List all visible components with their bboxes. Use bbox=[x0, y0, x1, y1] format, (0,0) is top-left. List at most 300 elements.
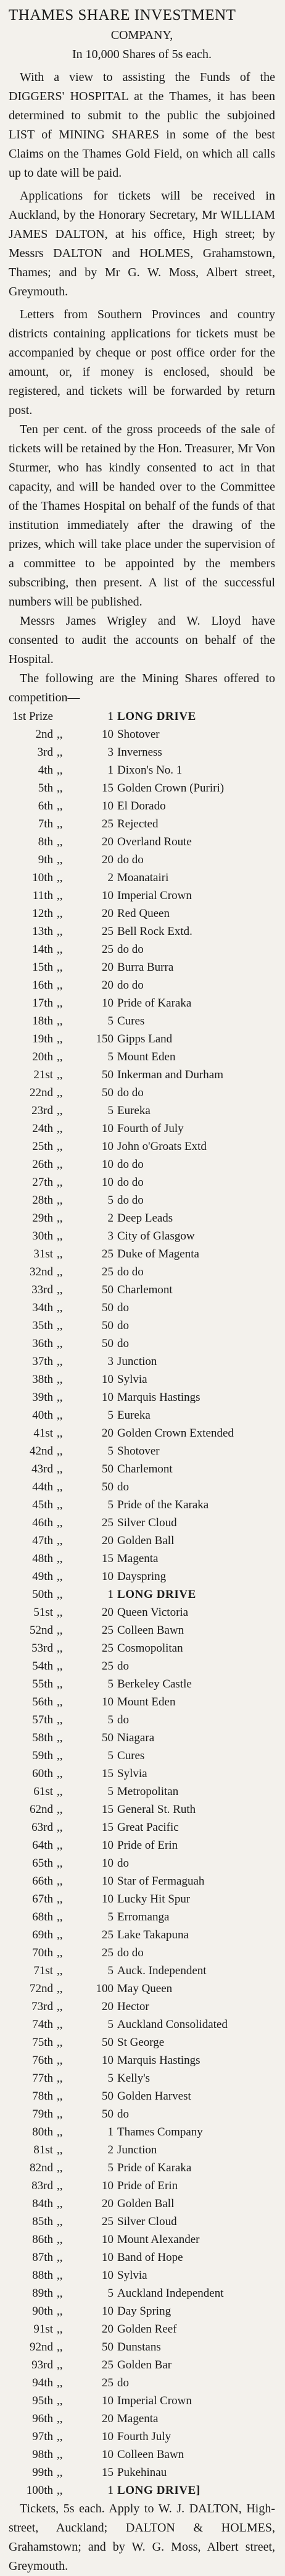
prize-claim-name: Charlemont bbox=[117, 1463, 173, 1476]
prize-claim-name: Golden Harvest bbox=[117, 2090, 191, 2103]
prize-place: 40th bbox=[32, 1409, 53, 1422]
prize-claim-name: Junction bbox=[117, 1355, 157, 1368]
prize-share-count: 2 bbox=[107, 871, 114, 884]
prize-claim-name: Imperial Crown bbox=[117, 2394, 192, 2407]
prize-place: 53rd bbox=[31, 1642, 53, 1655]
prize-row bbox=[9, 1980, 275, 1998]
prize-ditto-mark: ,, bbox=[57, 2108, 63, 2121]
prize-place: 80th bbox=[32, 2126, 53, 2139]
prize-place: 56th bbox=[32, 1696, 53, 1708]
prize-claim-name: Rejected bbox=[117, 817, 159, 830]
prize-share-count: 25 bbox=[102, 1248, 114, 1261]
prize-row bbox=[9, 2320, 275, 2338]
prize-claim-name: Magenta bbox=[117, 2412, 159, 2425]
prize-place: 50th bbox=[32, 1588, 53, 1601]
prize-claim-name: Pukehinau bbox=[117, 2466, 167, 2479]
prize-claim-name: Mount Eden bbox=[117, 1696, 176, 1708]
prize-ditto-mark: ,, bbox=[57, 1624, 63, 1637]
prize-row bbox=[9, 1586, 275, 1603]
prize-row bbox=[9, 1908, 275, 1926]
prize-claim-name: Kelly's bbox=[117, 2072, 151, 2085]
prize-row bbox=[9, 1568, 275, 1586]
prize-ditto-mark: ,, bbox=[57, 1606, 63, 1619]
prize-row bbox=[9, 2123, 275, 2141]
prize-row bbox=[9, 2213, 275, 2231]
prize-row bbox=[9, 1263, 275, 1281]
prize-row bbox=[9, 1084, 275, 1102]
prize-place: 73rd bbox=[31, 2000, 53, 2013]
prize-row bbox=[9, 1926, 275, 1944]
prize-claim-name: do bbox=[117, 1301, 129, 1314]
prize-row bbox=[9, 2105, 275, 2123]
prize-ditto-mark: ,, bbox=[57, 2341, 63, 2354]
prize-row bbox=[9, 1424, 275, 1442]
prize-ditto-mark: ,, bbox=[57, 1445, 63, 1458]
prize-claim-name: Burra Burra bbox=[117, 961, 174, 974]
prize-row bbox=[9, 1120, 275, 1138]
prize-row bbox=[9, 2249, 275, 2266]
prize-ditto-mark: ,, bbox=[57, 817, 63, 830]
prize-ditto-mark: ,, bbox=[57, 2484, 63, 2497]
prize-row bbox=[9, 1370, 275, 1388]
prize-claim-name: Sylvia bbox=[117, 1767, 147, 1780]
prize-ditto-mark: ,, bbox=[57, 1140, 63, 1153]
prize-claim-name: Metropolitan bbox=[117, 1785, 179, 1798]
prize-share-count: 25 bbox=[102, 943, 114, 956]
paragraph-purpose: With a view to assisting the Funds of the DIGGERS' HOSPITAL at the Thames, it has been determined to submit to the public the subjoined LIST of MINING SHARES in some of the best Claims on the Thames Gold Field, on which all calls up to date will be paid. bbox=[9, 70, 275, 180]
prize-place: 89th bbox=[32, 2287, 53, 2300]
prize-ditto-mark: ,, bbox=[57, 925, 63, 938]
prize-share-count: 10 bbox=[102, 1570, 114, 1583]
prize-claim-name: Auckland Consolidated bbox=[117, 2018, 228, 2031]
prize-share-count: 5 bbox=[107, 1445, 114, 1458]
prize-claim-name: Shotover bbox=[117, 728, 160, 741]
prize-row bbox=[9, 1657, 275, 1675]
prize-claim-name: Golden Reef bbox=[117, 2323, 177, 2336]
prize-place: 52nd bbox=[30, 1624, 53, 1637]
prize-ditto-mark: ,, bbox=[57, 871, 63, 884]
prize-share-count: 20 bbox=[102, 1606, 114, 1619]
prize-ditto-mark: ,, bbox=[57, 1391, 63, 1404]
prize-row bbox=[9, 1532, 275, 1550]
prize-claim-name: Imperial Crown bbox=[117, 889, 192, 902]
prize-share-count: 10 bbox=[102, 1373, 114, 1386]
prize-claim-name: Overland Route bbox=[117, 835, 192, 848]
prize-share-count: 50 bbox=[102, 1301, 114, 1314]
prize-share-count: 50 bbox=[102, 1283, 114, 1296]
prize-share-count: 50 bbox=[102, 1337, 114, 1350]
prize-ditto-mark: ,, bbox=[57, 1803, 63, 1816]
prize-share-count: 10 bbox=[102, 1839, 114, 1852]
prize-share-count: 25 bbox=[102, 925, 114, 938]
prize-share-count: 50 bbox=[102, 2036, 114, 2049]
prize-row bbox=[9, 2392, 275, 2410]
prize-claim-name: Niagara bbox=[117, 1731, 155, 1744]
prize-claim-name: General St. Ruth bbox=[117, 1803, 196, 1816]
prize-claim-name: Queen Victoria bbox=[117, 1606, 189, 1619]
prize-place: 75th bbox=[32, 2036, 53, 2049]
prize-ditto-mark: ,, bbox=[57, 1122, 63, 1135]
prize-place: 4th bbox=[38, 764, 53, 777]
prize-ditto-mark: ,, bbox=[57, 1875, 63, 1888]
prize-share-count: 10 bbox=[102, 2430, 114, 2443]
prize-share-count: 50 bbox=[102, 1319, 114, 1332]
prize-row bbox=[9, 1514, 275, 1532]
prize-claim-name: do do bbox=[117, 1158, 144, 1171]
prize-share-count: 20 bbox=[102, 1427, 114, 1440]
prize-row bbox=[9, 815, 275, 833]
prize-place: 42nd bbox=[30, 1445, 53, 1458]
prize-claim-name: Dixon's No. 1 bbox=[117, 764, 183, 777]
ad-title-company-name: THAMES SHARE INVESTMENT bbox=[9, 7, 236, 23]
prize-share-count: 5 bbox=[107, 1678, 114, 1691]
prize-share-count: 50 bbox=[102, 1086, 114, 1099]
prize-place: 55th bbox=[32, 1678, 53, 1691]
paragraph-shares-intro: The following are the Mining Shares offered to competition— bbox=[9, 672, 275, 704]
paragraph-auditors: Messrs James Wrigley and W. Lloyd have consented to audit the accounts on behalf of the Hospital. bbox=[9, 614, 275, 666]
prize-ditto-mark: ,, bbox=[57, 2054, 63, 2067]
prize-place: 8th bbox=[38, 835, 53, 848]
prize-claim-name: Auckland Independent bbox=[117, 2287, 224, 2300]
prize-row bbox=[9, 1998, 275, 2016]
prize-ditto-mark: ,, bbox=[57, 853, 63, 866]
prize-claim-name: Gipps Land bbox=[117, 1033, 173, 1045]
prize-share-count: 20 bbox=[102, 2323, 114, 2336]
prize-place: 28th bbox=[32, 1194, 53, 1207]
prize-place: 68th bbox=[32, 1911, 53, 1924]
prize-share-count: 15 bbox=[102, 1821, 114, 1834]
prize-share-count: 25 bbox=[102, 817, 114, 830]
prize-row bbox=[9, 833, 275, 851]
prize-ditto-mark: ,, bbox=[57, 1767, 63, 1780]
prize-place: 82nd bbox=[30, 2161, 53, 2174]
prize-place: 81st bbox=[33, 2143, 53, 2156]
prize-place: 15th bbox=[32, 961, 53, 974]
prize-ditto-mark: ,, bbox=[57, 1015, 63, 1028]
prize-row bbox=[9, 1711, 275, 1729]
prize-ditto-mark: ,, bbox=[57, 2376, 63, 2389]
prize-share-count: 10 bbox=[102, 1140, 114, 1153]
prize-place: 27th bbox=[32, 1176, 53, 1189]
prize-share-count: 2 bbox=[107, 1212, 114, 1225]
prize-row bbox=[9, 2302, 275, 2320]
prize-share-count: 50 bbox=[102, 1731, 114, 1744]
prize-claim-name: Cosmopolitan bbox=[117, 1642, 183, 1655]
prize-row bbox=[9, 905, 275, 923]
prize-place: 61st bbox=[33, 1785, 53, 1798]
prize-ditto-mark: ,, bbox=[57, 1301, 63, 1314]
prize-claim-name: John o'Groats Extd bbox=[117, 1140, 207, 1153]
prize-claim-name: Moanatairi bbox=[117, 871, 169, 884]
prize-claim-name: do do bbox=[117, 853, 144, 866]
prize-share-count: 15 bbox=[102, 1803, 114, 1816]
prize-ditto-mark: ,, bbox=[57, 979, 63, 992]
prize-share-count: 5 bbox=[107, 1194, 114, 1207]
prize-claim-name: May Queen bbox=[117, 1982, 173, 1995]
prize-claim-name: LONG DRIVE bbox=[117, 1588, 196, 1601]
prize-claim-name: Eureka bbox=[117, 1409, 151, 1422]
prize-share-count: 1 bbox=[107, 1588, 114, 1601]
prize-row bbox=[9, 1066, 275, 1084]
prize-claim-name: Shotover bbox=[117, 1445, 160, 1458]
prize-share-count: 5 bbox=[107, 1050, 114, 1063]
prize-share-count: 5 bbox=[107, 1713, 114, 1726]
prize-place: 86th bbox=[32, 2233, 53, 2246]
prize-place: 99th bbox=[32, 2466, 53, 2479]
prize-place: 74th bbox=[32, 2018, 53, 2031]
prize-share-count: 10 bbox=[102, 2305, 114, 2318]
prize-row bbox=[9, 2159, 275, 2177]
prize-share-count: 25 bbox=[102, 1624, 114, 1637]
prize-claim-name: Eureka bbox=[117, 1104, 151, 1117]
prize-ditto-mark: ,, bbox=[57, 764, 63, 777]
prize-share-count: 10 bbox=[102, 728, 114, 741]
prize-place: 79th bbox=[32, 2108, 53, 2121]
prize-share-count: 25 bbox=[102, 1265, 114, 1278]
prize-ditto-mark: ,, bbox=[57, 1104, 63, 1117]
prize-share-count: 25 bbox=[102, 1660, 114, 1673]
prize-share-count: 25 bbox=[102, 1516, 114, 1529]
prize-place: 93rd bbox=[31, 2359, 53, 2371]
prize-claim-name: Dayspring bbox=[117, 1570, 167, 1583]
prize-place: 67th bbox=[32, 1893, 53, 1906]
prize-claim-name: Mount Eden bbox=[117, 1050, 176, 1063]
prize-row bbox=[9, 2356, 275, 2374]
prize-place: 88th bbox=[32, 2269, 53, 2282]
prize-row bbox=[9, 1496, 275, 1514]
prize-share-count: 50 bbox=[102, 2341, 114, 2354]
prize-row bbox=[9, 2177, 275, 2195]
prize-ditto-mark: ,, bbox=[57, 2179, 63, 2192]
prize-claim-name: Star of Fermaguah bbox=[117, 1875, 205, 1888]
prize-ditto-mark: ,, bbox=[57, 1212, 63, 1225]
prize-claim-name: Pride of the Karaka bbox=[117, 1498, 209, 1511]
prize-row bbox=[9, 2069, 275, 2087]
prize-ditto-mark: ,, bbox=[57, 1337, 63, 1350]
prize-share-count: 5 bbox=[107, 1785, 114, 1798]
prize-claim-name: Silver Cloud bbox=[117, 1516, 177, 1529]
prize-place: 24th bbox=[32, 1122, 53, 1135]
prize-place: 3rd bbox=[37, 746, 53, 759]
prize-row bbox=[9, 2141, 275, 2159]
prize-row bbox=[9, 2410, 275, 2428]
prize-ditto-mark: ,, bbox=[57, 835, 63, 848]
prize-row bbox=[9, 1442, 275, 1460]
prize-claim-name: Golden Crown Extended bbox=[117, 1427, 234, 1440]
prize-row bbox=[9, 1353, 275, 1370]
prize-ditto-mark: ,, bbox=[57, 1409, 63, 1422]
prize-place: 31st bbox=[33, 1248, 53, 1261]
prize-share-count: 10 bbox=[102, 1696, 114, 1708]
prize-place: 19th bbox=[32, 1033, 53, 1045]
prize-claim-name: El Dorado bbox=[117, 800, 166, 813]
prize-claim-name: Colleen Bawn bbox=[117, 2448, 184, 2461]
prize-place: 63rd bbox=[31, 1821, 53, 1834]
prize-place: 94th bbox=[32, 2376, 53, 2389]
prize-place: 37th bbox=[32, 1355, 53, 1368]
prize-ditto-mark: ,, bbox=[57, 1319, 63, 1332]
prize-ditto-mark: ,, bbox=[57, 2394, 63, 2407]
prize-share-count: 25 bbox=[102, 1642, 114, 1655]
prize-place: 9th bbox=[38, 853, 53, 866]
prize-place: 98th bbox=[32, 2448, 53, 2461]
prize-claim-name: Hector bbox=[117, 2000, 149, 2013]
prize-claim-name: Pride of Karaka bbox=[117, 2161, 192, 2174]
prize-ditto-mark: ,, bbox=[57, 2287, 63, 2300]
prize-claim-name: LONG DRIVE bbox=[117, 710, 196, 723]
prize-share-count: 10 bbox=[102, 1875, 114, 1888]
prize-claim-name: Pride of Erin bbox=[117, 2179, 178, 2192]
prize-row bbox=[9, 1962, 275, 1980]
prize-row bbox=[9, 1818, 275, 1836]
prize-row bbox=[9, 1281, 275, 1299]
prize-row bbox=[9, 779, 275, 797]
prize-row bbox=[9, 1012, 275, 1030]
prize-place: 25th bbox=[32, 1140, 53, 1153]
prize-row bbox=[9, 1801, 275, 1818]
prize-row bbox=[9, 2374, 275, 2392]
prize-claim-name: Pride of Karaka bbox=[117, 997, 192, 1010]
prize-place: 34th bbox=[32, 1301, 53, 1314]
prize-claim-name: do bbox=[117, 1857, 129, 1870]
prize-ditto-mark: ,, bbox=[57, 1928, 63, 1941]
prize-ditto-mark: ,, bbox=[57, 997, 63, 1010]
prize-share-count: 3 bbox=[107, 1355, 114, 1368]
prize-place: 13th bbox=[32, 925, 53, 938]
prize-row bbox=[9, 1048, 275, 1066]
prize-place: 95th bbox=[32, 2394, 53, 2407]
prize-ditto-mark: ,, bbox=[57, 746, 63, 759]
prize-row bbox=[9, 1693, 275, 1711]
prize-place: 16th bbox=[32, 979, 53, 992]
prize-ditto-mark: ,, bbox=[57, 961, 63, 974]
prize-ditto-mark: ,, bbox=[57, 800, 63, 813]
prize-ditto-mark: ,, bbox=[57, 1749, 63, 1762]
prize-share-count: 1 bbox=[107, 2126, 114, 2139]
prize-ditto-mark: ,, bbox=[57, 2126, 63, 2139]
prize-claim-name: Mount Alexander bbox=[117, 2233, 200, 2246]
prize-share-count: 5 bbox=[107, 2161, 114, 2174]
prize-ditto-mark: ,, bbox=[57, 2269, 63, 2282]
prize-share-count: 20 bbox=[102, 2000, 114, 2013]
prize-row bbox=[9, 2195, 275, 2213]
prize-list bbox=[9, 707, 275, 2499]
prize-row bbox=[9, 1317, 275, 1335]
prize-row bbox=[9, 958, 275, 976]
prize-claim-name: Charlemont bbox=[117, 1283, 173, 1296]
prize-claim-name: Deep Leads bbox=[117, 1212, 173, 1225]
prize-share-count: 15 bbox=[102, 2466, 114, 2479]
prize-row bbox=[9, 2446, 275, 2464]
prize-place: 1st Prize bbox=[12, 710, 53, 723]
prize-place: 84th bbox=[32, 2197, 53, 2210]
prize-share-count: 10 bbox=[102, 2251, 114, 2264]
prize-share-count: 3 bbox=[107, 746, 114, 759]
prize-row bbox=[9, 1335, 275, 1353]
prize-place: 60th bbox=[32, 1767, 53, 1780]
prize-ditto-mark: ,, bbox=[57, 1678, 63, 1691]
prize-claim-name: Cures bbox=[117, 1015, 145, 1028]
prize-place: 51st bbox=[33, 1606, 53, 1619]
prize-ditto-mark: ,, bbox=[57, 2323, 63, 2336]
prize-place: 14th bbox=[32, 943, 53, 956]
prize-share-count: 10 bbox=[102, 889, 114, 902]
prize-row bbox=[9, 1621, 275, 1639]
prize-ditto-mark: ,, bbox=[57, 2018, 63, 2031]
prize-claim-name: do bbox=[117, 1337, 129, 1350]
prize-row bbox=[9, 1478, 275, 1496]
prize-share-count: 5 bbox=[107, 1498, 114, 1511]
prize-ditto-mark: ,, bbox=[57, 1463, 63, 1476]
prize-share-count: 3 bbox=[107, 1230, 114, 1243]
prize-claim-name: Duke of Magenta bbox=[117, 1248, 199, 1261]
prize-share-count: 1 bbox=[107, 710, 114, 723]
prize-claim-name: do do bbox=[117, 943, 144, 956]
prize-share-count: 15 bbox=[102, 782, 114, 795]
prize-ditto-mark: ,, bbox=[57, 2161, 63, 2174]
prize-place: 38th bbox=[32, 1373, 53, 1386]
prize-ditto-mark: ,, bbox=[57, 1248, 63, 1261]
prize-ditto-mark: ,, bbox=[57, 2090, 63, 2103]
prize-share-count: 10 bbox=[102, 2269, 114, 2282]
prize-place: 83rd bbox=[31, 2179, 53, 2192]
prize-row bbox=[9, 1191, 275, 1209]
prize-place: 49th bbox=[32, 1570, 53, 1583]
prize-share-count: 5 bbox=[107, 1409, 114, 1422]
prize-place: 66th bbox=[32, 1875, 53, 1888]
prize-ditto-mark: ,, bbox=[57, 1355, 63, 1368]
prize-row bbox=[9, 1030, 275, 1048]
prize-ditto-mark: ,, bbox=[57, 1893, 63, 1906]
prize-place: 54th bbox=[32, 1660, 53, 1673]
prize-row bbox=[9, 2051, 275, 2069]
prize-place: 46th bbox=[32, 1516, 53, 1529]
prize-claim-name: Erromanga bbox=[117, 1911, 170, 1924]
prize-row bbox=[9, 851, 275, 869]
prize-row bbox=[9, 1836, 275, 1854]
prize-place: 33rd bbox=[31, 1283, 53, 1296]
prize-row bbox=[9, 1299, 275, 1317]
prize-share-count: 10 bbox=[102, 2233, 114, 2246]
prize-place: 26th bbox=[32, 1158, 53, 1171]
prize-ditto-mark: ,, bbox=[57, 1857, 63, 1870]
prize-ditto-mark: ,, bbox=[57, 2359, 63, 2371]
prize-ditto-mark bbox=[53, 707, 86, 725]
prize-share-count: 100 bbox=[96, 1982, 114, 1995]
prize-claim-name: Band of Hope bbox=[117, 2251, 183, 2264]
prize-ditto-mark: ,, bbox=[57, 2466, 63, 2479]
paragraph-proceeds: Ten per cent. of the gross proceeds of the sale of tickets will be retained by the Hon. Treasurer, Mr Von Sturmer, who has kindly consented to act in that capacity, and will be handed over to the Committee of the Thames Hospital on behalf of the funds of that institution immediately after the drawing of the prizes, which will take place under the supervision of a committee to be appointed by the members subscribing, then present. A list of the successful numbers will be published. bbox=[9, 423, 275, 609]
prize-row bbox=[9, 1173, 275, 1191]
prize-row bbox=[9, 923, 275, 940]
prize-ditto-mark: ,, bbox=[57, 1265, 63, 1278]
prize-place: 87th bbox=[32, 2251, 53, 2264]
prize-share-count: 1 bbox=[107, 764, 114, 777]
prize-share-count: 50 bbox=[102, 1480, 114, 1493]
prize-place: 7th bbox=[38, 817, 53, 830]
prize-share-count: 15 bbox=[102, 1552, 114, 1565]
prize-row bbox=[9, 1747, 275, 1765]
prize-ditto-mark: ,, bbox=[57, 1373, 63, 1386]
prize-claim-name: do bbox=[117, 1319, 129, 1332]
prize-share-count: 5 bbox=[107, 1749, 114, 1762]
prize-row bbox=[9, 1155, 275, 1173]
prize-place: 6th bbox=[38, 800, 53, 813]
prize-ditto-mark: ,, bbox=[57, 2233, 63, 2246]
prize-claim-name: Fourth July bbox=[117, 2430, 171, 2443]
prize-row bbox=[9, 1550, 275, 1568]
prize-place: 36th bbox=[32, 1337, 53, 1350]
